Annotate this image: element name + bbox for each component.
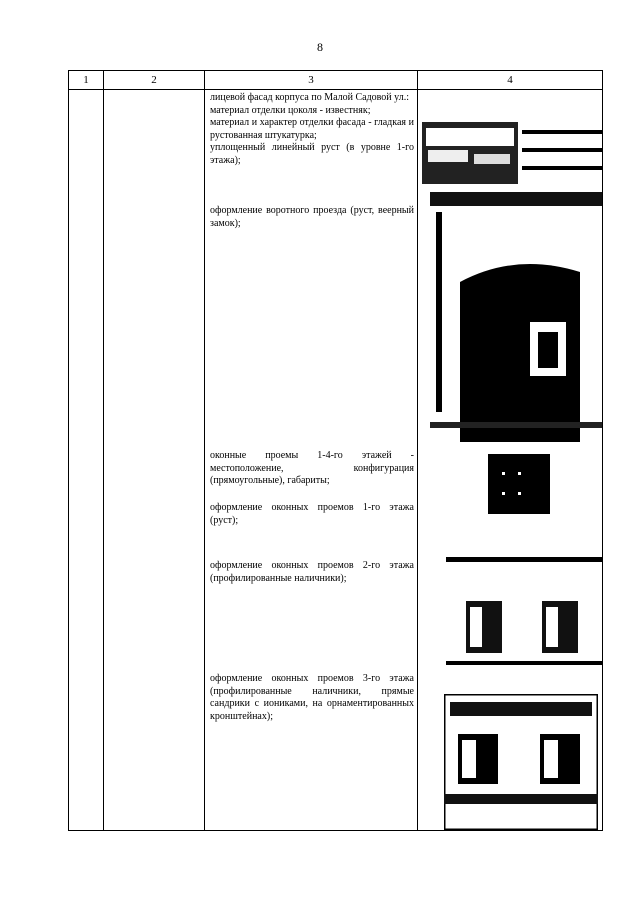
cell-col-3	[205, 90, 418, 831]
text-line: оформление оконных проемов 2-го этажа (профилированные наличники);	[210, 560, 414, 584]
window-opening-photo-icon	[484, 450, 554, 518]
header-col-3: 3	[205, 71, 418, 90]
description-table	[68, 70, 603, 831]
facade-plinth-description	[210, 92, 414, 168]
text-line: оконные проемы 1-4-го этажей - местоположение, конфигурация (прямоугольные), габариты;	[210, 450, 414, 487]
window-openings-description	[210, 450, 414, 488]
first-floor-windows-description	[210, 502, 414, 527]
text-line: лицевой фасад корпуса по Малой Садовой ул.:	[210, 92, 409, 103]
header-col-4: 4	[418, 71, 603, 90]
third-floor-windows-description	[210, 673, 414, 723]
text-line: оформление воротного проезда (руст, веерный замок);	[210, 205, 414, 229]
text-line: оформление оконных проемов 3-го этажа (профилированные наличники, прямые сандрики с иониками, на орнаментированных кронштейнах);	[210, 673, 414, 722]
text-line: уплощенный линейный руст (в уровне 1-го этажа);	[210, 142, 414, 166]
third-floor-windows-photo-icon	[444, 694, 598, 830]
header-col-1: 1	[69, 71, 104, 90]
text-line: материал и характер отделки фасада - гладкая и рустованная штукатурка;	[210, 117, 414, 141]
gate-passage-description	[210, 205, 414, 230]
text-line: оформление оконных проемов 1-го этажа (руст);	[210, 502, 414, 526]
cell-col-2	[104, 90, 205, 831]
page-number: 8	[317, 40, 323, 54]
gate-passage-photo-icon	[430, 192, 602, 442]
cell-col-4	[418, 90, 603, 831]
header-col-2: 2	[104, 71, 205, 90]
second-floor-windows-photo-icon	[446, 545, 602, 673]
text-line: материал отделки цоколя - известняк;	[210, 104, 371, 116]
table-header-row	[69, 71, 603, 90]
cell-col-1	[69, 90, 104, 831]
plinth-photo-icon	[422, 120, 602, 186]
second-floor-windows-description	[210, 560, 414, 585]
table-row	[69, 90, 603, 831]
